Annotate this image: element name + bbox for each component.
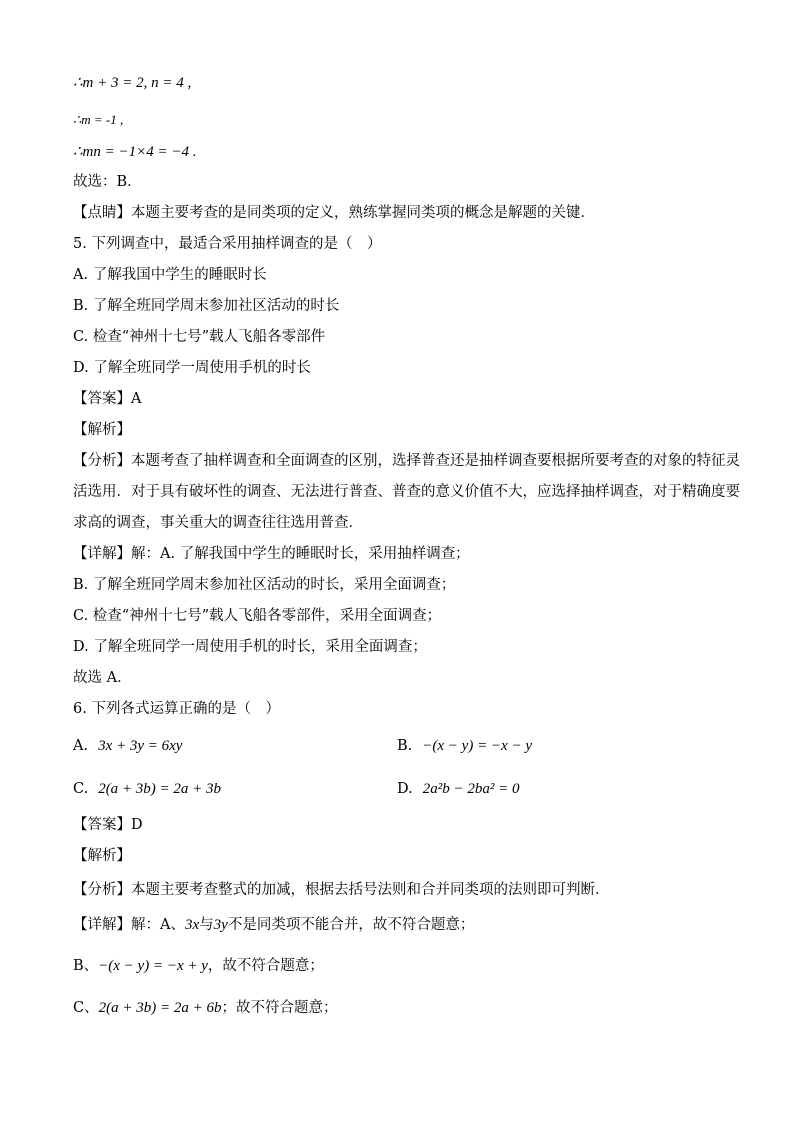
question-5-option-a: A. 了解我国中学生的睡眠时长 bbox=[73, 267, 267, 283]
question-6-detail-a bbox=[73, 915, 474, 935]
detail-suffix: ；故不符合题意； bbox=[221, 1000, 338, 1016]
option-letter: B. bbox=[397, 738, 413, 754]
question-6-option-b bbox=[397, 736, 532, 756]
question-6-option-c bbox=[73, 779, 221, 799]
question-5-detail-a: 【详解】解：A. 了解我国中学生的睡眠时长，采用抽样调查； bbox=[73, 546, 470, 562]
option-expression: −(x − y) = −x − y bbox=[422, 738, 532, 754]
question-6-stem: 6. 下列各式运算正确的是（ ） bbox=[73, 701, 280, 717]
option-expression: 3x + 3y = 6xy bbox=[98, 738, 183, 754]
option-expression: 2(a + 3b) = 2a + 3b bbox=[98, 781, 222, 797]
option-expression: 2a²b − 2ba² = 0 bbox=[422, 781, 520, 797]
solution-line-2: ∴m = -1 , bbox=[73, 112, 124, 127]
question-5-analysis-2: 活选用．对于具有破坏性的调查、无法进行普查、普查的意义价值不大，应选择抽样调查，对于精确度要 bbox=[73, 484, 740, 500]
question-6-option-a bbox=[73, 736, 182, 756]
solution-line-3: ∴mn = −1×4 = −4 . bbox=[73, 144, 197, 160]
question-5-analysis-heading: 【解析】 bbox=[73, 422, 131, 438]
question-6-analysis: 【分析】本题主要考查整式的加减，根据去括号法则和合并同类项的法则即可判断． bbox=[73, 882, 610, 898]
detail-math: −(x − y) = −x + y bbox=[98, 958, 208, 974]
question-6-detail-b bbox=[73, 956, 324, 976]
option-letter: D. bbox=[397, 781, 413, 797]
comment-line: 【点睛】本题主要考查的是同类项的定义，熟练掌握同类项的概念是解题的关键． bbox=[73, 205, 595, 221]
question-5-detail-c: C. 检查“神州十七号”载人飞船各零部件，采用全面调查； bbox=[73, 608, 442, 624]
question-6-analysis-heading: 【解析】 bbox=[73, 848, 131, 864]
detail-prefix: 【详解】解：A、 bbox=[73, 917, 185, 933]
detail-suffix: ，故不符合题意； bbox=[207, 958, 324, 974]
question-6-detail-c bbox=[73, 998, 337, 1018]
question-5-analysis-1: 【分析】本题考查了抽样调查和全面调查的区别，选择普查还是抽样调查要根据所要考查的对象的特征灵 bbox=[73, 453, 740, 469]
option-letter: A. bbox=[73, 738, 89, 754]
question-6-option-d bbox=[397, 779, 519, 799]
question-5-answer: 【答案】A bbox=[73, 391, 142, 407]
detail-suffix: 不是同类项不能合并，故不符合题意； bbox=[227, 917, 475, 933]
detail-prefix: B、 bbox=[73, 958, 99, 974]
solution-line-1: ∴m + 3 = 2, n = 4 , bbox=[73, 75, 192, 91]
choose-line: 故选：B． bbox=[73, 174, 142, 190]
detail-math: 2(a + 3b) = 2a + 6b bbox=[98, 1000, 222, 1016]
question-5-stem: 5. 下列调查中，最适合采用抽样调查的是（ ） bbox=[73, 236, 382, 252]
question-5-detail-d: D. 了解全班同学一周使用手机的时长，采用全面调查； bbox=[73, 639, 427, 655]
detail-math: 3x bbox=[184, 917, 200, 933]
question-6-answer: 【答案】D bbox=[73, 817, 143, 833]
question-5-choose: 故选 A． bbox=[73, 670, 132, 686]
question-5-analysis-3: 求高的调查，事关重大的调查往往选用普查． bbox=[73, 515, 363, 531]
question-5-option-c: C. 检查“神州十七号”载人飞船各零部件 bbox=[73, 329, 326, 345]
question-5-option-b: B. 了解全班同学周末参加社区活动的时长 bbox=[73, 298, 340, 314]
detail-prefix: C、 bbox=[73, 1000, 99, 1016]
option-letter: C. bbox=[73, 781, 89, 797]
detail-connector: 与 bbox=[199, 917, 214, 933]
question-5-detail-b: B. 了解全班同学周末参加社区活动的时长，采用全面调查； bbox=[73, 577, 456, 593]
question-5-option-d: D. 了解全班同学一周使用手机的时长 bbox=[73, 360, 311, 376]
detail-math: 3y bbox=[213, 917, 228, 933]
